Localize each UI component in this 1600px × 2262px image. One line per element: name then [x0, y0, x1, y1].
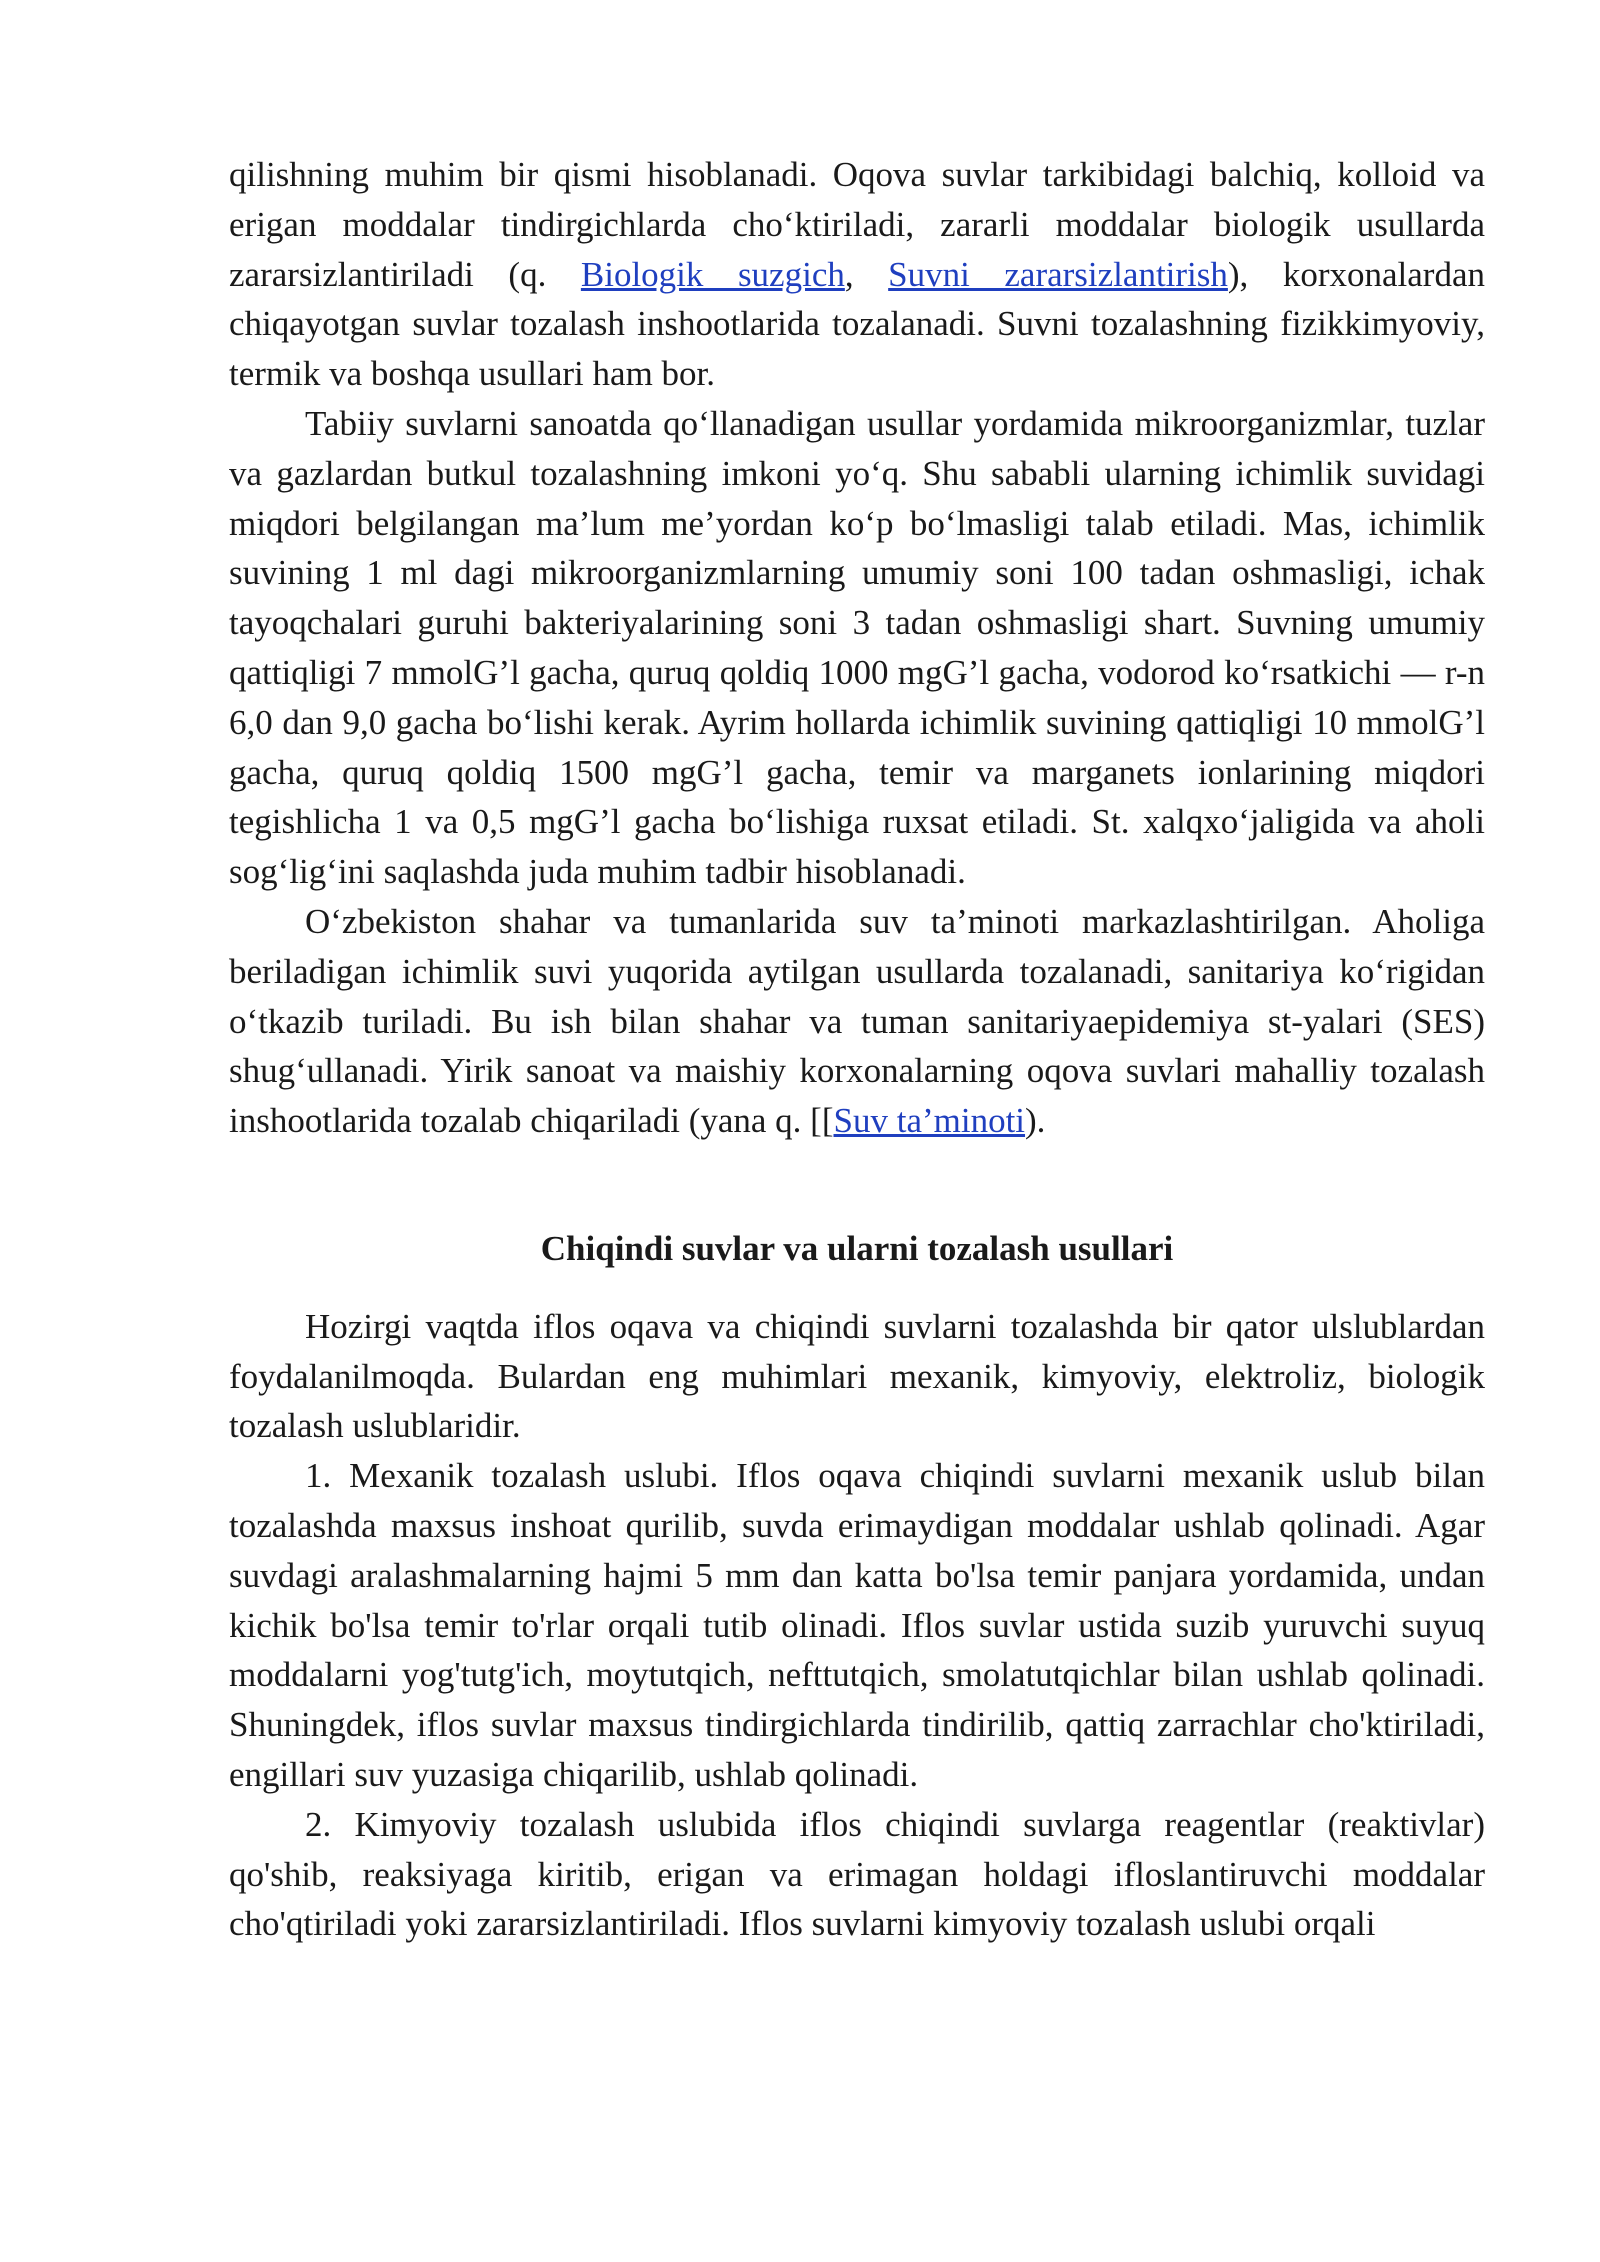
link-suvni-zararsizlantirish[interactable]: Suvni zararsizlantirish: [888, 254, 1228, 294]
paragraph-3: [229, 897, 1485, 1146]
paragraph-1-text-b: ), korxonalardan chiqayotgan suvlar tozalash inshootlarida tozalanadi. Suvni tozalashning fizikkimyoviy, termik va boshqa usullari ham bor.: [229, 254, 1485, 394]
paragraph-1-text-a: qilishning muhim bir qismi hisoblanadi. Oqova suvlar tarkibidagi balchiq, kolloid va erigan moddalar tindirgichlarda cho‘ktiriladi, zararli moddalar biologik usullarda zararsizlantiriladi (q.: [229, 155, 1485, 294]
spacer: [229, 1274, 1485, 1302]
paragraph-6: 2. Kimyoviy tozalash uslubida iflos chiqindi suvlarga reagentlar (reaktivlar) qo'shib, reaksiyaga kiritib, erigan va erimagan holdagi ifloslantiruvchi moddalar cho'qtiriladi yoki zararsizlantiriladi. Iflos suvlarni kimyoviy tozalash uslubi orqali: [229, 1804, 1485, 1944]
paragraph-3-text-b: ).: [1025, 1101, 1046, 1141]
document-page: [229, 150, 1485, 1949]
link-biologik-suzgich[interactable]: Biologik suzgich: [580, 254, 845, 294]
spacer: [229, 1146, 1485, 1224]
paragraph-2: Tabiiy suvlarni sanoatda qo‘llanadigan usullar yordamida mikroorganizmlar, tuzlar va gazlardan butkul tozalashning imkoni yo‘q. Shu sababli ularning ichimlik suvidagi miqdori belgilangan ma’lum me’yordan ko‘p bo‘lmasligi talab etiladi. Mas, ichimlik suvining 1 ml dagi mikroorganizmlarning umumiy soni 100 tadan oshmasligi, ichak tayoqchalari guruhi bakteriyalarining soni 3 tadan oshmasligi shart. Suvning umumiy qattiqligi 7 mmolG’l gacha, quruq qoldiq 1000 mgG’l gacha, vodorod ko‘rsatkichi — r-n 6,0 dan 9,0 gacha bo‘lishi kerak. Ayrim hollarda ichimlik suvining qattiqligi 10 mmolG’l gacha, quruq qoldiq 1500 mgG’l gacha, temir va marganets ionlarining miqdori tegishlicha 1 va 0,5 mgG’l gacha bo‘lishiga ruxsat etiladi. St. xalqxo‘jaligida va aholi sog‘lig‘ini saqlashda juda muhim tadbir hisoblanadi.: [229, 403, 1485, 892]
link-suv-taminoti[interactable]: Suv ta’minoti: [833, 1101, 1026, 1141]
paragraph-1-separator: ,: [844, 254, 889, 294]
paragraph-1: [229, 150, 1485, 399]
paragraph-4: Hozirgi vaqtda iflos oqava va chiqindi suvlarni tozalashda bir qator ulslublardan foydalanilmoqda. Bulardan eng muhimlari mexanik, kimyoviy, elektroliz, biologik tozalash uslublaridir.: [229, 1306, 1485, 1446]
section-heading: Chiqindi suvlar va ularni tozalash usullari: [540, 1228, 1174, 1268]
paragraph-5: 1. Mexanik tozalash uslubi. Iflos oqava chiqindi suvlarni mexanik uslub bilan tozalashda maxsus inshoat qurilib, suvda erimaydigan moddalar ushlab qolinadi. Agar suvdagi aralashmalarning hajmi 5 mm dan katta bo'lsa temir panjara yordamida, undan kichik bo'lsa temir to'rlar orqali tutib olinadi. Iflos suvlar ustida suzib yuruvchi suyuq moddalarni yog'tutg'ich, moytutqich, nefttutqich, smolatutqichlar bilan ushlab qolinadi. Shuningdek, iflos suvlar maxsus tindirgichlarda tindirilib, qattiq zarrachlar cho'ktiriladi, engillari suv yuzasiga chiqarilib, ushlab qolinadi.: [229, 1456, 1485, 1794]
paragraph-3-text-a: O‘zbekiston shahar va tumanlarida suv ta’minoti markazlashtirilgan. Aholiga beriladigan ichimlik suvi yuqorida aytilgan usullarda tozalanadi, sanitariya ko‘rigidan o‘tkazib turiladi. Bu ish bilan shahar va tuman sanitariyaepidemiya st-yalari (SES) shug‘ullanadi. Yirik sanoat va maishiy korxonalarning oqova suvlari mahalliy tozalash inshootlarida tozalab chiqariladi (yana q. [[: [229, 901, 1485, 1141]
